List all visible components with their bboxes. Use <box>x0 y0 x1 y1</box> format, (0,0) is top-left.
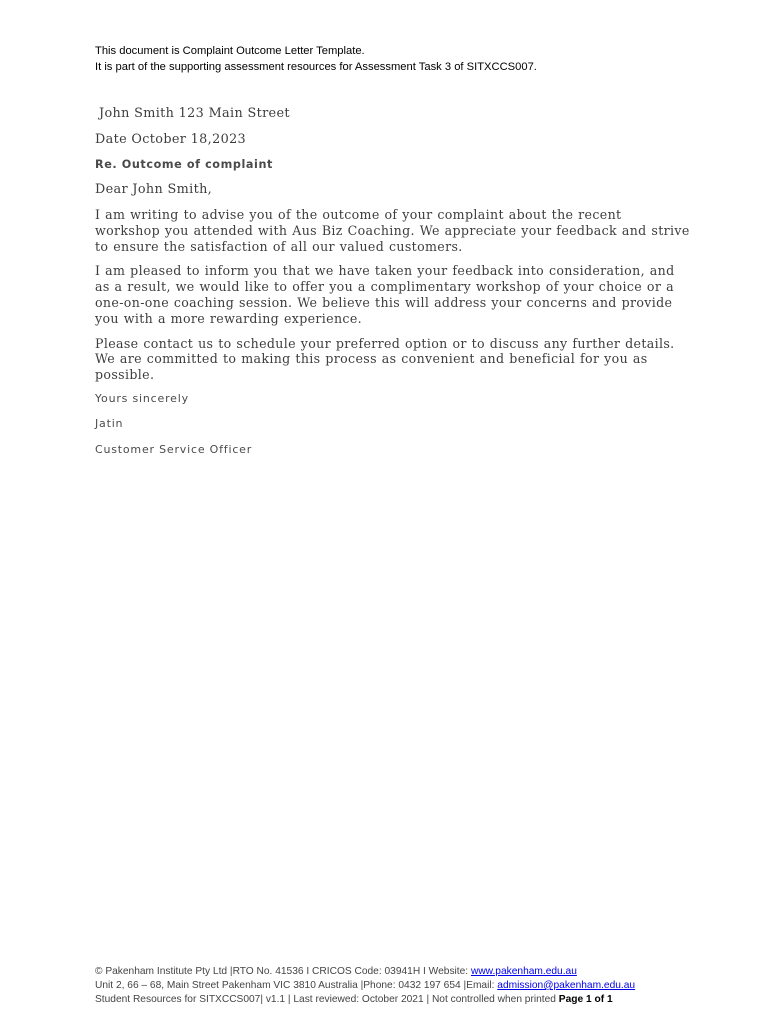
footer-review-text: Student Resources for SITXCCS007| v1.1 | Last reviewed: October 2021 | Not controlled when printed <box>95 993 559 1005</box>
page-label: Page <box>558 993 586 1005</box>
letter-date: Date October 18,2023 <box>95 132 247 147</box>
letter-signoff: Yours sincerely <box>95 391 189 405</box>
paragraph-contact: Please contact us to schedule your preferred option or to discuss any further details. We are committed to making this process as convenient and beneficial for you as possible. <box>95 335 675 383</box>
footer-line-2 <box>95 979 735 993</box>
document-header <box>95 44 695 75</box>
website-link[interactable]: www.pakenham.edu.au <box>470 966 577 977</box>
email-link[interactable]: admission@pakenham.edu.au <box>497 979 636 991</box>
page-of-label: of <box>591 993 607 1005</box>
page-current: 1 <box>585 993 592 1005</box>
document-footer <box>95 965 735 1006</box>
paragraph-outcome: I am writing to advise you of the outcome of your complaint about the recent workshop you attended with Aus Biz Coaching. We appreciate your feedback and strive to ensure the satisfaction of all our valued customers. <box>95 207 690 254</box>
header-line-2: It is part of the supporting assessment resources for Assessment Task 3 of SITXCCS007. <box>95 60 537 73</box>
footer-copyright-text: © Pakenham Institute Pty Ltd |RTO No. 41536 I CRICOS Code: 03941H I Website: <box>95 966 471 977</box>
letter-subject: Re. Outcome of complaint <box>95 158 273 171</box>
recipient-address: John Smith 123 Main Street <box>99 106 290 121</box>
footer-line-1 <box>95 965 735 979</box>
paragraph-offer: I am pleased to inform you that we have taken your feedback into consideration, and as a result, we would like to offer you a complimentary workshop of your choice or a one-on-one coaching session. We believe this will address your concerns and provide you with a more rewarding experience. <box>95 263 675 326</box>
footer-address-text: Unit 2, 66 – 68, Main Street Pakenham VIC 3810 Australia |Phone: 0432 197 654 |Email: <box>95 979 498 991</box>
signer-name: Jatin <box>95 417 124 431</box>
page-total: 1 <box>606 993 613 1005</box>
footer-line-3 <box>95 993 735 1007</box>
letter-body <box>95 105 690 458</box>
letter-greeting: Dear John Smith, <box>95 182 213 197</box>
signer-title: Customer Service Officer <box>95 442 253 456</box>
header-line-1: This document is Complaint Outcome Letter Template. <box>95 45 365 57</box>
